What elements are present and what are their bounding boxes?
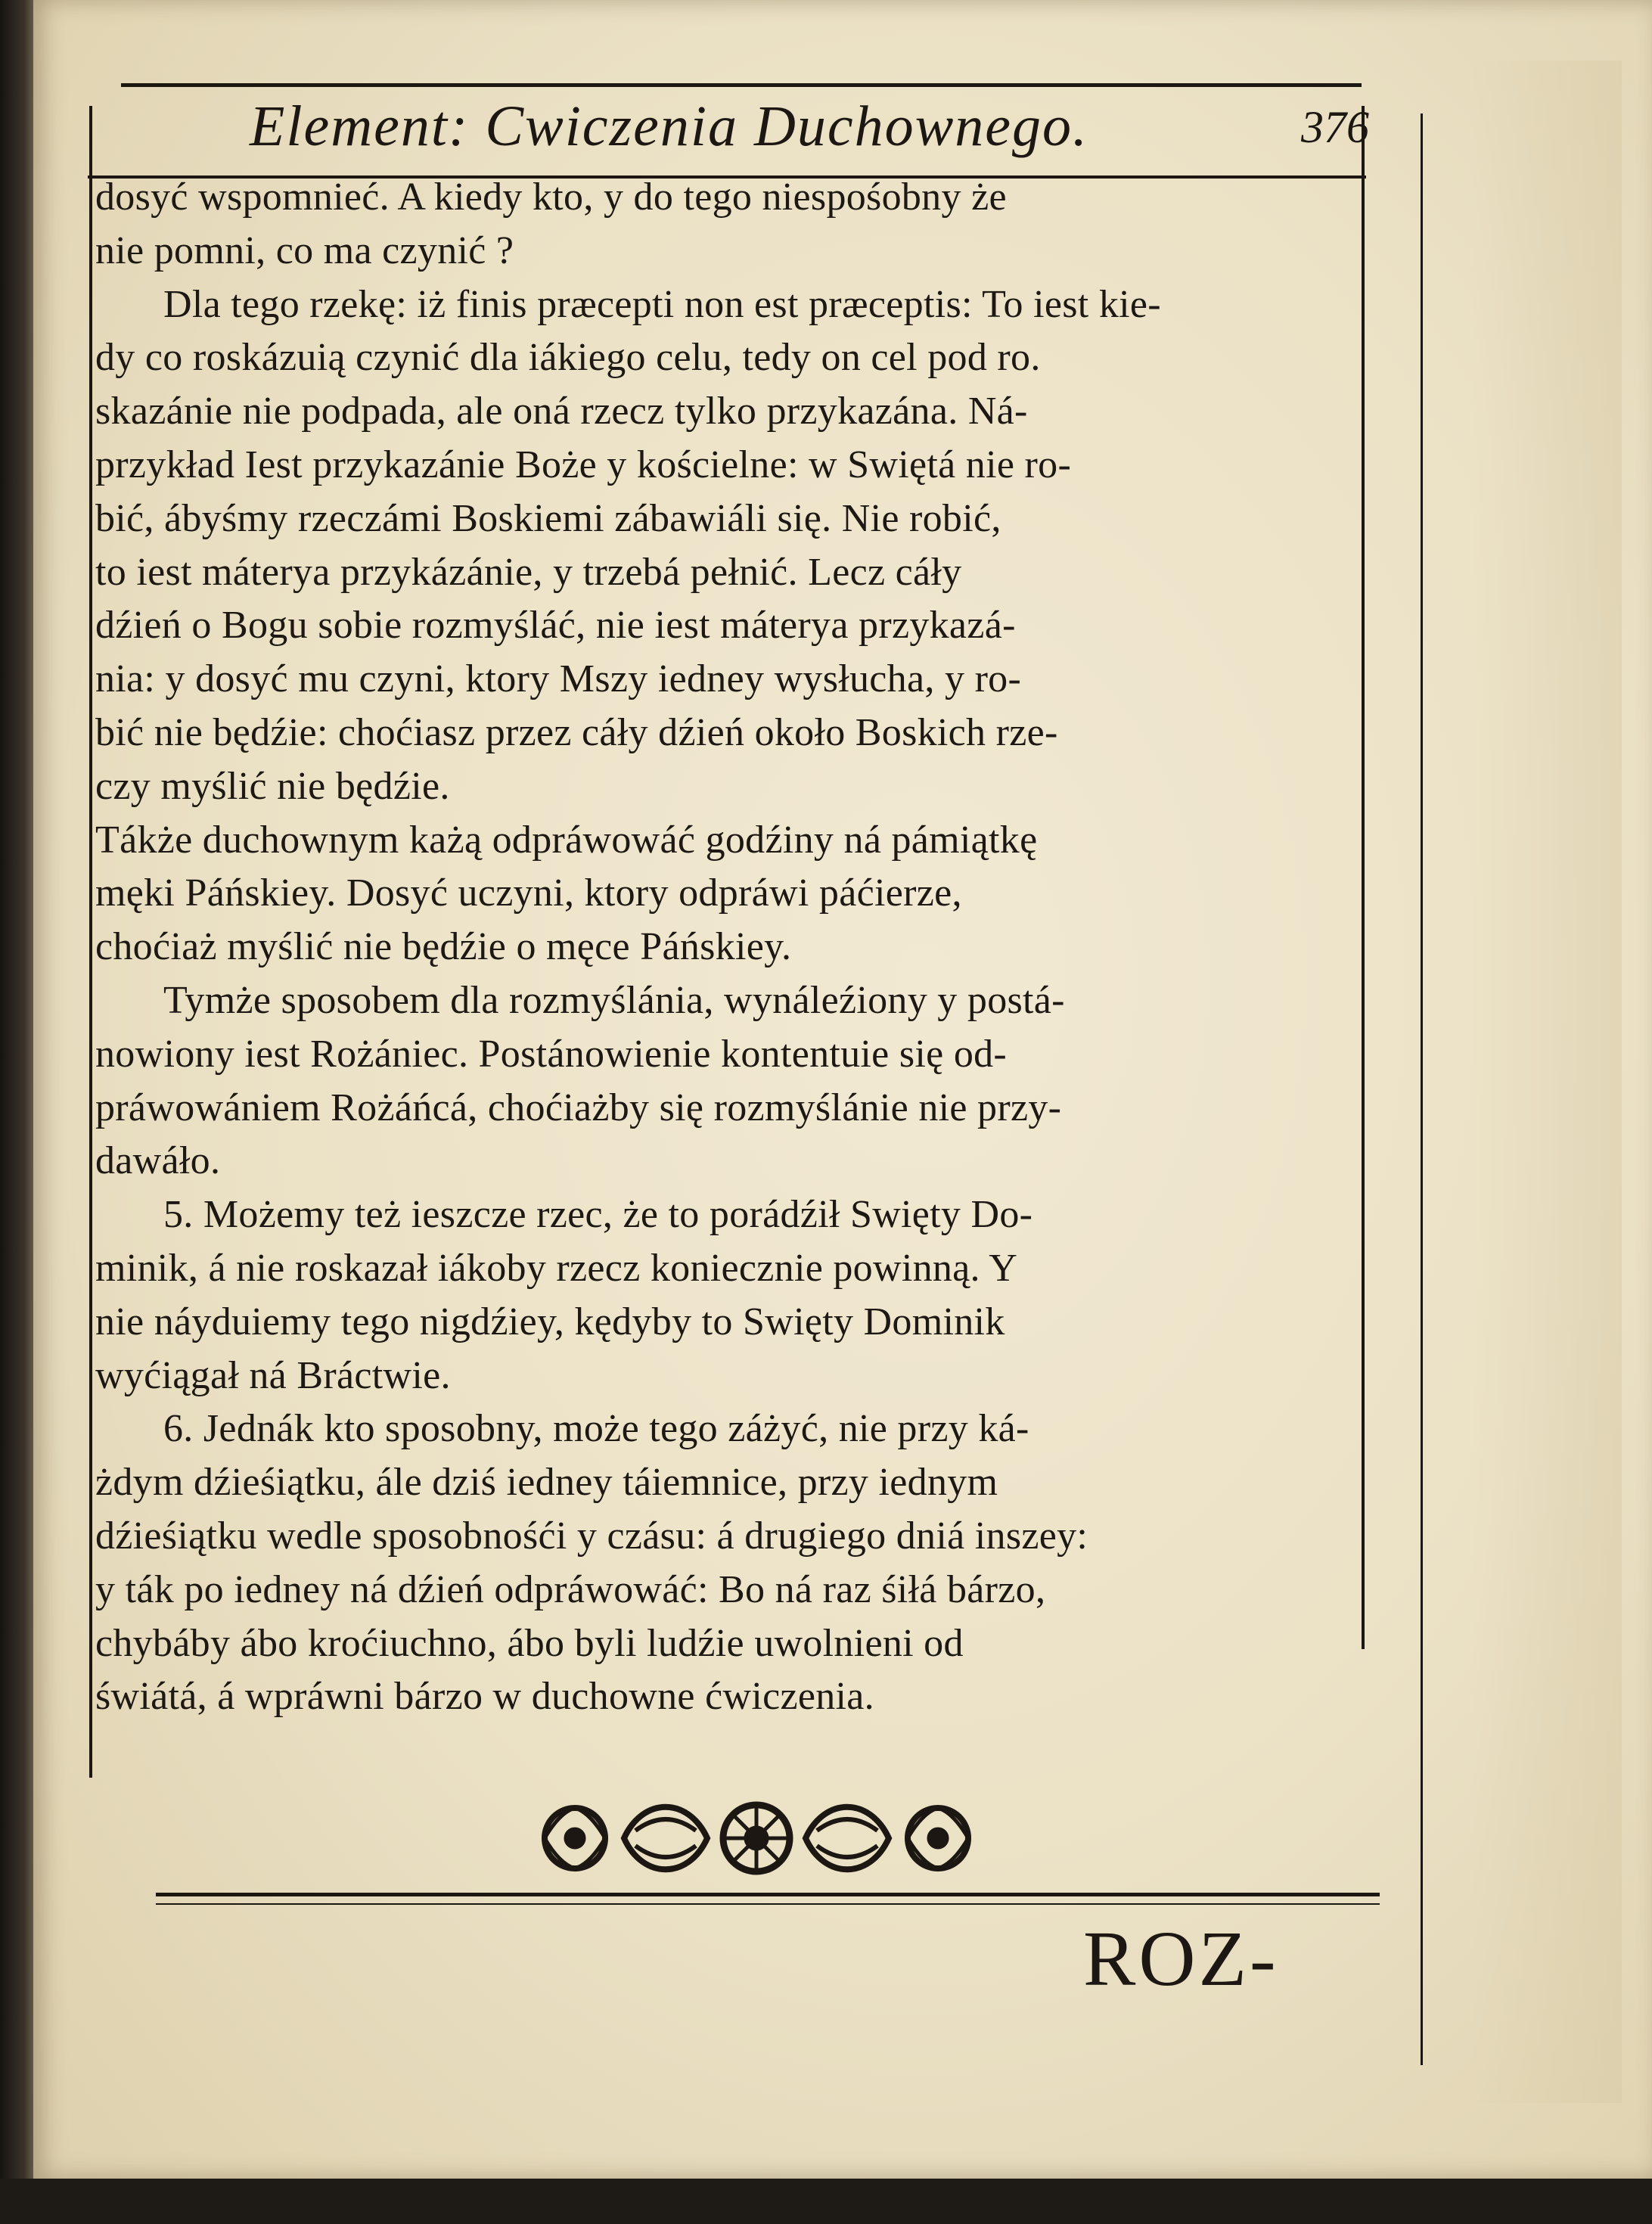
text-line: wyćiągał ná Bráctwie. [95, 1353, 451, 1397]
text-line: męki Páńskiey. Dosyć uczyni, ktory odpráwi páćierze, [95, 871, 962, 915]
text-line: minik, á nie roskazał iákoby rzecz koniecznie powinną. Y [95, 1246, 1018, 1290]
running-head [250, 94, 1369, 177]
text-line: nowiony iest Rożániec. Postánowienie kontentuie się od- [95, 1032, 1008, 1076]
body-text [95, 171, 1363, 1724]
page-number: 376 [1301, 102, 1369, 152]
ornament-leaf-icon [624, 1807, 707, 1870]
text-line: 5. Możemy też ieszcze rzec, że to porádźił Swięty Do- [163, 1193, 1033, 1237]
text-line: dawáło. [95, 1139, 221, 1183]
catchword: ROZ- [1083, 1915, 1279, 2002]
text-line: bić, ábyśmy rzeczámi Boskiemi zábawiáli się. Nie robić, [95, 496, 1001, 540]
text-line: nia: y dosyć mu czyni, ktory Mszy iedney wysłucha, y ro- [95, 657, 1022, 701]
frame-bottom-rule [156, 1893, 1380, 1896]
text-line: práwowániem Rożáńcá, choćiażby się rozmyślánie nie przy- [95, 1086, 1062, 1129]
text-line: dźień o Bogu sobie rozmyśláć, nie iest máterya przykazá- [95, 604, 1016, 648]
frame-bottom-thin-rule [156, 1903, 1380, 1905]
text-line: 6. Jednák kto sposobny, może tego záżyć, nie przy ká- [163, 1407, 1029, 1451]
ornament-leaf-icon [806, 1807, 889, 1870]
text-line: dy co roskázuią czynić dla iákiego celu, tedy on cel pod ro. [95, 336, 1041, 380]
text-line: nie náyduiemy tego nigdźiey, kędyby to Swięty Dominik [95, 1300, 1005, 1343]
text-line: y ták po iedney ná dźień odpráwowáć: Bo ná raz śiłá bárzo, [95, 1567, 1046, 1611]
scan-backdrop-bottom [0, 2179, 1652, 2224]
ornament-flower-icon [723, 1805, 790, 1871]
ornament-flower-icon [545, 1808, 605, 1868]
text-line: Dla tego rzekę: iż finis præcepti non est præceptis: To iest kie- [163, 282, 1161, 326]
scan-backdrop-left [0, 0, 35, 2224]
text-line: świátá, á wpráwni bárzo w duchowne ćwiczenia. [95, 1675, 874, 1719]
page-edge-shading [1470, 61, 1622, 2103]
text-line: dosyć wspomnieć. A kiedy kto, y do tego niespośobny że [95, 175, 1007, 219]
running-title: Element: Cwiczenia Duchownego. [250, 95, 1089, 158]
text-line: chybáby ábo kroćiuchno, ábo byli ludźie uwolnieni od [95, 1621, 964, 1665]
frame-left-rule [89, 106, 92, 1778]
printers-ornament [529, 1793, 983, 1884]
text-line: dźieśiątku wedle sposobnośći y czásu: á drugiego dniá inszey: [95, 1514, 1088, 1558]
text-line: przykład Iest przykazánie Boże y kościelne: w Swiętá nie ro- [95, 443, 1072, 486]
text-line: skazánie nie podpada, ale oná rzecz tylko przykazána. Ná- [95, 390, 1028, 433]
text-line: Tákże duchownym każą odpráwowáć godźiny ná pámiątkę [95, 818, 1038, 862]
text-line: nie pomni, co ma czynić ? [95, 228, 514, 272]
text-line: Tymże sposobem dla rozmyślánia, wynáleźiony y postá- [163, 978, 1065, 1022]
frame-top-rule [121, 83, 1362, 87]
text-line: żdym dźieśiątku, ále dziś iedney táiemnice, przy iednym [95, 1461, 998, 1505]
text-line: choćiaż myślić nie będźie o męce Páńskiey. [95, 925, 792, 969]
frame-outer-right-rule [1421, 113, 1423, 2065]
ornament-flower-icon [908, 1808, 968, 1868]
text-line: bić nie będźie: choćiasz przez cáły dźień około Boskich rze- [95, 710, 1058, 754]
text-line: czy myślić nie będźie. [95, 764, 450, 808]
text-line: to iest máterya przykázánie, y trzebá pełnić. Lecz cáły [95, 550, 962, 594]
